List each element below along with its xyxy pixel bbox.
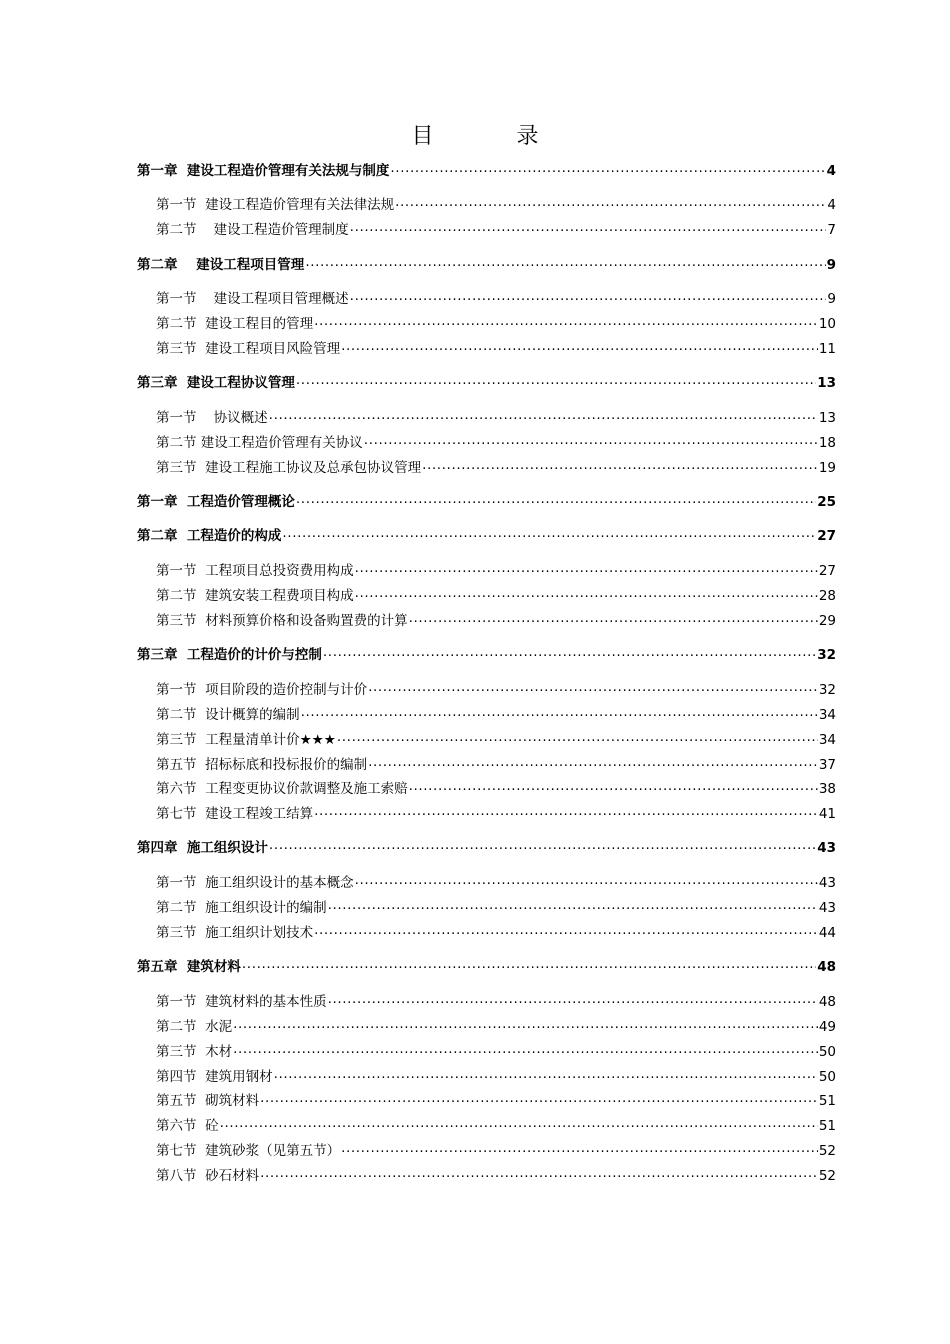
dot-leader — [314, 310, 818, 332]
dot-leader — [355, 869, 818, 891]
toc-page-number: 37 — [818, 757, 836, 773]
toc-entry-title: 第一节 建筑材料的基本性质 — [156, 994, 327, 1010]
toc-section-entry[interactable] — [156, 432, 836, 454]
toc-entry-title: 第四节 建筑用钢材 — [156, 1069, 273, 1085]
toc-section-entry[interactable] — [156, 1090, 836, 1112]
toc-entry-title: 第一节 建设工程项目管理概述 — [156, 291, 349, 307]
dot-leader — [260, 1087, 818, 1109]
toc-section-entry[interactable] — [156, 1041, 836, 1063]
toc-page-number: 4 — [826, 163, 836, 179]
toc-section-entry[interactable] — [156, 610, 836, 632]
toc-entry-title: 第一节 工程项目总投资费用构成 — [156, 563, 354, 579]
toc-entry-title: 第一节 协议概述 — [156, 410, 268, 426]
toc-entry-title: 第三节 材料预算价格和设备购置费的计算 — [156, 613, 408, 629]
toc-page-number: 27 — [817, 528, 836, 544]
dot-leader — [422, 454, 818, 476]
toc-section-entry[interactable] — [156, 1165, 836, 1187]
dot-leader — [269, 834, 816, 856]
toc-section-entry[interactable] — [156, 872, 836, 894]
toc-page-number: 27 — [818, 563, 836, 579]
toc-page-number: 49 — [818, 1019, 836, 1035]
dot-leader — [364, 429, 818, 451]
toc-page-number: 41 — [818, 806, 836, 822]
dot-leader — [296, 488, 816, 510]
toc-entry-title: 第二节 建设工程造价管理有关协议 — [156, 435, 363, 451]
toc-entry-title: 第七节 建设工程竣工结算 — [156, 806, 314, 822]
toc-page-number: 50 — [818, 1069, 836, 1085]
toc-entry-title: 第八节 砂石材料 — [156, 1168, 260, 1184]
toc-entry-title: 第五章 建筑材料 — [137, 959, 241, 975]
toc-section-entry[interactable] — [156, 1066, 836, 1088]
dot-leader — [260, 1162, 818, 1184]
dot-leader — [305, 251, 825, 273]
toc-page-number: 38 — [818, 781, 836, 797]
toc-page-number: 43 — [817, 840, 836, 856]
toc-chapter-entry[interactable] — [137, 160, 836, 182]
toc-entry-title: 第一章 工程造价管理概论 — [137, 494, 295, 510]
toc-entry-title: 第二章 建设工程项目管理 — [137, 257, 305, 273]
toc-chapter-entry[interactable] — [137, 837, 836, 859]
toc-page-number: 10 — [818, 316, 836, 332]
dot-leader — [314, 919, 818, 941]
toc-page-number: 50 — [818, 1044, 836, 1060]
toc-page-number: 52 — [818, 1143, 836, 1159]
toc-section-entry[interactable] — [156, 407, 836, 429]
toc-page-number: 19 — [818, 460, 836, 476]
dot-leader — [242, 953, 816, 975]
toc-page-number: 52 — [818, 1168, 836, 1184]
dot-leader — [350, 285, 827, 307]
dot-leader — [395, 191, 826, 213]
toc-entry-title: 第六节 砼 — [156, 1118, 219, 1134]
toc-entry-title: 第三节 建设工程项目风险管理 — [156, 341, 341, 357]
toc-page-number: 13 — [817, 375, 836, 391]
toc-page-number: 34 — [818, 732, 836, 748]
toc-section-entry[interactable] — [156, 1115, 836, 1137]
toc-entry-title: 第三章 工程造价的计价与控制 — [137, 647, 322, 663]
dot-leader — [233, 1038, 818, 1060]
toc-entry-title: 第二节 建设工程目的管理 — [156, 316, 314, 332]
toc-page-number: 34 — [818, 707, 836, 723]
toc-section-entry[interactable] — [156, 194, 836, 216]
toc-entry-title: 第二节 建筑安装工程费项目构成 — [156, 588, 354, 604]
toc-page-number: 51 — [818, 1118, 836, 1134]
toc-chapter-entry[interactable] — [137, 254, 836, 276]
toc-section-entry[interactable] — [156, 754, 836, 776]
toc-entry-title: 第五节 砌筑材料 — [156, 1093, 260, 1109]
toc-page-number: 51 — [818, 1093, 836, 1109]
toc-section-entry[interactable] — [156, 560, 836, 582]
dot-leader — [233, 1013, 818, 1035]
toc-page-number: 28 — [818, 588, 836, 604]
toc-entry-title: 第三节 木材 — [156, 1044, 233, 1060]
dot-leader — [355, 557, 818, 579]
dot-leader — [390, 157, 825, 179]
toc-page-number: 4 — [827, 197, 836, 213]
dot-leader — [341, 335, 818, 357]
toc-entry-title: 第二章 工程造价的构成 — [137, 528, 282, 544]
toc-chapter-entry[interactable] — [137, 644, 836, 666]
dot-leader — [328, 894, 818, 916]
toc-section-entry[interactable] — [156, 1016, 836, 1038]
toc-entry-title: 第六节 工程变更协议价款调整及施工索赔 — [156, 781, 408, 797]
toc-chapter-entry[interactable] — [137, 372, 836, 394]
dot-leader — [350, 216, 827, 238]
toc-section-entry[interactable] — [156, 457, 836, 479]
dot-leader — [409, 775, 818, 797]
toc-entry-title: 第三节 建设工程施工协议及总承包协议管理 — [156, 460, 422, 476]
toc-section-entry[interactable] — [156, 338, 836, 360]
toc-page-number: 32 — [818, 682, 836, 698]
toc-section-entry[interactable] — [156, 288, 836, 310]
toc-entry-title: 第三节 工程量清单计价★★★ — [156, 732, 336, 748]
dot-leader — [296, 369, 816, 391]
dot-leader — [274, 1063, 818, 1085]
dot-leader — [282, 522, 816, 544]
dot-leader — [301, 701, 818, 723]
toc-entry-title: 第五节 招标标底和投标报价的编制 — [156, 757, 368, 773]
toc-entry-title: 第二节 建设工程造价管理制度 — [156, 222, 349, 238]
toc-page-number: 32 — [817, 647, 836, 663]
dot-leader — [337, 726, 818, 748]
toc-page-number: 13 — [818, 410, 836, 426]
toc-section-entry[interactable] — [156, 704, 836, 726]
toc-page-number: 9 — [826, 257, 836, 273]
toc-section-entry[interactable] — [156, 991, 836, 1013]
toc-page-number: 9 — [827, 291, 836, 307]
toc-title: 目 录 — [411, 124, 577, 149]
toc-entry-title: 第一章 建设工程造价管理有关法规与制度 — [137, 163, 390, 179]
toc-page-number: 7 — [827, 222, 836, 238]
toc-entry-title: 第一节 项目阶段的造价控制与计价 — [156, 682, 368, 698]
toc-page-number: 29 — [818, 613, 836, 629]
toc-section-entry[interactable] — [156, 778, 836, 800]
dot-leader — [341, 1137, 818, 1159]
dot-leader — [220, 1112, 818, 1134]
toc-chapter-entry[interactable] — [137, 525, 836, 547]
toc-page-number: 18 — [818, 435, 836, 451]
toc-section-entry[interactable] — [156, 313, 836, 335]
toc-page-number: 43 — [818, 875, 836, 891]
toc-section-entry[interactable] — [156, 679, 836, 701]
toc-page-number: 43 — [818, 900, 836, 916]
toc-entry-title: 第七节 建筑砂浆（见第五节） — [156, 1143, 341, 1159]
toc-entry-title: 第二节 水泥 — [156, 1019, 233, 1035]
toc-section-entry[interactable] — [156, 922, 836, 944]
dot-leader — [368, 751, 818, 773]
toc-page-number: 11 — [818, 341, 836, 357]
toc-section-entry[interactable] — [156, 219, 836, 241]
toc-page-number: 48 — [818, 994, 836, 1010]
toc-page-number: 25 — [817, 494, 836, 510]
dot-leader — [269, 404, 818, 426]
dot-leader — [323, 641, 816, 663]
dot-leader — [328, 988, 818, 1010]
toc-entry-title: 第一节 施工组织设计的基本概念 — [156, 875, 354, 891]
dot-leader — [409, 607, 818, 629]
toc-entry-title: 第一节 建设工程造价管理有关法律法规 — [156, 197, 395, 213]
toc-page-number: 48 — [817, 959, 836, 975]
toc-section-entry[interactable] — [156, 729, 836, 751]
toc-entry-title: 第二节 设计概算的编制 — [156, 707, 300, 723]
toc-chapter-entry[interactable] — [137, 491, 836, 513]
toc-page-number: 44 — [818, 925, 836, 941]
toc-section-entry[interactable] — [156, 1140, 836, 1162]
toc-section-entry[interactable] — [156, 585, 836, 607]
toc-entry-title: 第二节 施工组织设计的编制 — [156, 900, 327, 916]
toc-chapter-entry[interactable] — [137, 956, 836, 978]
toc-entry-title: 第四章 施工组织设计 — [137, 840, 268, 856]
toc-entry-title: 第三章 建设工程协议管理 — [137, 375, 295, 391]
dot-leader — [355, 582, 818, 604]
dot-leader — [314, 800, 818, 822]
toc-section-entry[interactable] — [156, 803, 836, 825]
dot-leader — [368, 676, 818, 698]
toc-section-entry[interactable] — [156, 897, 836, 919]
toc-entry-title: 第三节 施工组织计划技术 — [156, 925, 314, 941]
